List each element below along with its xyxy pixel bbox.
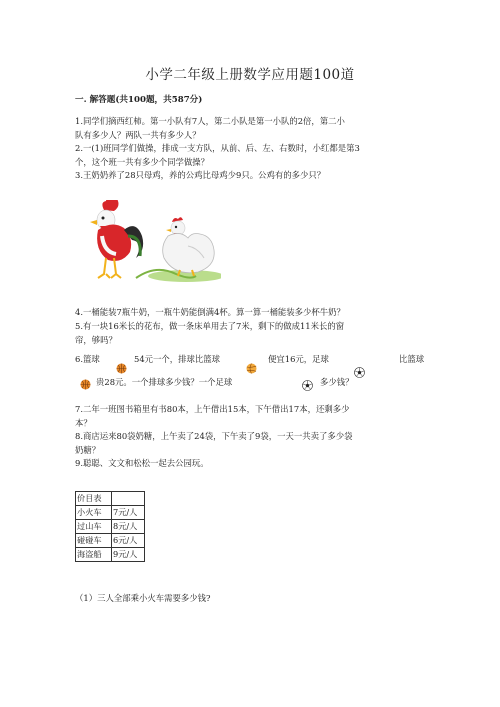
question-2-line-1: 2.一(1)班同学们做操，排成一支方队，从前、后、左、右数时，小红都是第3 (75, 143, 360, 153)
table-row (76, 520, 145, 534)
soccer-ball-icon (302, 380, 313, 391)
question-7-line-2: 本？ (75, 417, 92, 428)
question-4: 4.一桶能装7瓶牛奶，一瓶牛奶能倒满4杯。算一算一桶能装多少杯牛奶？ (75, 307, 345, 317)
rooster-hen-illustration (76, 200, 221, 285)
question-6-part-2: 54元一个，排球比篮球 (134, 354, 221, 364)
ride-name: 海盗船 (76, 548, 112, 562)
question-7 (75, 403, 430, 430)
question-5-line-2: 帘，够吗？ (75, 334, 117, 345)
hen-icon (163, 217, 215, 276)
table-row (76, 534, 145, 548)
question-8-line-1: 8.商店运来80袋奶糖，上午卖了24袋，下午卖了9袋，一天一共卖了多少袋 (75, 431, 353, 441)
question-6-part-4: 比篮球 (399, 354, 425, 364)
ride-name: 过山车 (76, 520, 112, 534)
question-7-line-1: 7.二年一班图书箱里有书80本，上午借出15本，下午借出17本，还剩多少 (75, 404, 350, 414)
ride-price: 8元/人 (112, 520, 145, 534)
question-2 (75, 142, 430, 169)
question-5-line-1: 5.有一块16米长的花布，做一条床单用去了7米，剩下的做成11米长的窗 (75, 321, 345, 331)
ride-name: 小火车 (76, 506, 112, 520)
question-6-part-3: 便宜16元，足球 (268, 354, 329, 364)
price-table (75, 491, 145, 562)
rooster-icon (90, 200, 143, 278)
ride-price: 6元/人 (112, 534, 145, 548)
ride-price: 9元/人 (112, 548, 145, 562)
question-2-line-2: 个，这个班一共有多少个同学做操？ (75, 156, 209, 167)
soccer-ball-icon (354, 367, 365, 378)
question-3: 3.王奶奶养了28只母鸡，养的公鸡比母鸡少9只。公鸡有的多少只？ (75, 170, 326, 180)
question-9: 9.聪聪、文文和松松一起去公园玩。 (75, 458, 209, 468)
ride-price: 7元/人 (112, 506, 145, 520)
basketball-icon (116, 363, 127, 374)
table-row (76, 548, 145, 562)
page-title: 小学二年级上册数学应用题100道 (145, 67, 355, 83)
section-heading: 一. 解答题(共100题，共587分) (75, 95, 203, 105)
question-6-part-1: 6.篮球 (75, 354, 100, 364)
question-1-line-2: 队有多少人？两队一共有多少人？ (75, 129, 201, 140)
volleyball-icon (246, 363, 257, 374)
price-table-header-row (76, 492, 145, 506)
question-6-part-5: 贵28元。一个排球多少钱？一个足球 (96, 377, 233, 387)
question-8-line-2: 奶糖？ (75, 444, 101, 455)
question-5 (75, 320, 430, 347)
price-table-header: 价目表 (76, 492, 112, 506)
ride-name: 碰碰车 (76, 534, 112, 548)
question-1 (75, 115, 430, 142)
question-6-part-6: 多少钱？ (320, 377, 354, 387)
basketball-icon (80, 379, 91, 390)
table-row (76, 506, 145, 520)
question-1-line-1: 1.同学们摘西红柿。第一小队有7人，第二小队是第一小队的2倍，第二小 (75, 116, 345, 126)
question-8 (75, 430, 430, 457)
sub-question-1: （1）三人全部乘小火车需要多少钱? (75, 593, 211, 603)
